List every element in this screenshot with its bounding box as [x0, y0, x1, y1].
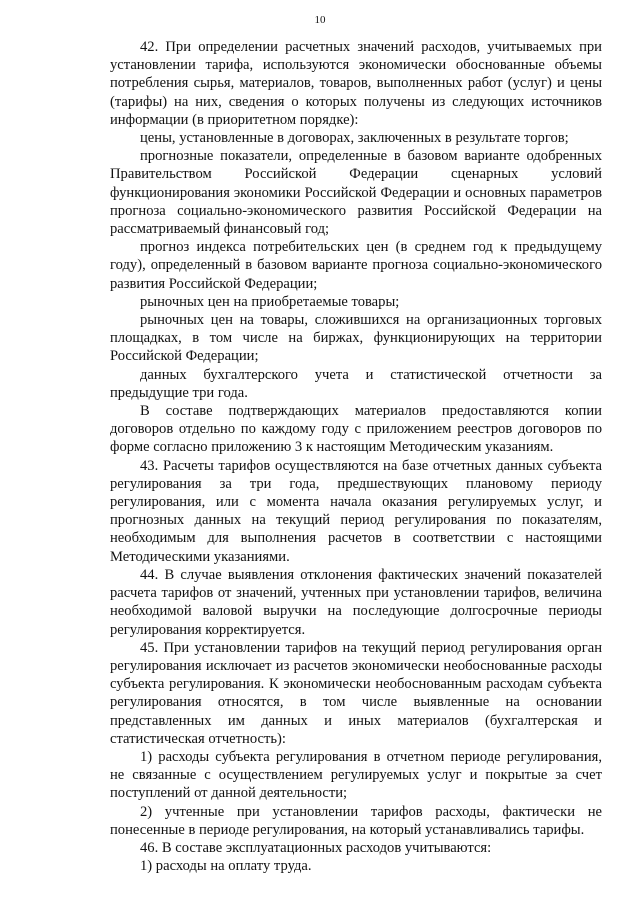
paragraph-45-item-1: 1) расходы субъекта регулирования в отчетном периоде регулирования, не связанные с осуществлением регулируемых услуг и покрытые за счет поступлений от данной деятельности;	[110, 748, 602, 802]
paragraph-46: 46. В составе эксплуатационных расходов учитываются:	[140, 839, 492, 856]
paragraph-list-item: прогнозные показатели, определенные в базовом варианте одобренных Правительством Российской Федерации сценарных условий функционирования экономики Российской Федерации и основных параметров прогноза социально-экономического развития Российской Федерации на рассматриваемый финансовый год;	[110, 148, 602, 238]
paragraph-43: 43. Расчеты тарифов осуществляются на базе отчетных данных субъекта регулирования за три года, предшествующих плановому периоду регулирования, или с момента начала оказания регулируемых услуг, и прогнозных данных на текущий период регулирования по показателям, необходимым для выполнения расчетов в соответствии с настоящими Методическими указаниями.	[110, 457, 602, 565]
page-number: 10	[314, 14, 326, 26]
paragraph-45-item-2: 2) учтенные при установлении тарифов расходы, фактически не понесенные в периоде регулирования, на который устанавливались тарифы.	[110, 803, 602, 838]
paragraph-44: 44. В случае выявления отклонения фактических значений показателей расчета тарифов от значений, учтенных при установлении тарифов, величина необходимой валовой выручки на последующие долгосрочные периоды регулирования корректируется.	[110, 566, 602, 638]
paragraph-list-item: рыночных цен на товары, сложившихся на организационных торговых площадках, в том числе на биржах, функционирующих на территории Российской Федерации;	[110, 312, 602, 365]
paragraph-45: 45. При установлении тарифов на текущий период регулирования орган регулирования исключает из расчетов экономически необоснованные расходы субъекта регулирования. К экономически необоснованным расходам субъекта регулирования относятся, в том числе выявленные на основании представленных им данных и иных материалов (бухгалтерская и статистическая отчетность):	[110, 639, 602, 747]
paragraph-supporting-materials: В составе подтверждающих материалов предоставляются копии договоров отдельно по каждому году с приложением реестров договоров по форме согласно приложению 3 к настоящим Методическим указаниям.	[110, 403, 602, 456]
paragraph-list-item: цены, установленные в договорах, заключенных в результате торгов;	[140, 130, 569, 147]
document-body	[110, 38, 602, 875]
paragraph-list-item: прогноз индекса потребительских цен (в среднем год к предыдущему году), определенный в базовом варианте прогноза социально-экономического развития Российской Федерации;	[110, 239, 602, 292]
paragraph-42: 42. При определении расчетных значений расходов, учитываемых при установлении тарифа, используются экономически обоснованные объемы потребления сырья, материалов, товаров, выполненных работ (услуг) и цены (тарифы) на них, сведения о которых получены из следующих источников информации (в приоритетном порядке):	[110, 39, 602, 128]
paragraph-46-item-1: 1) расходы на оплату труда.	[140, 858, 312, 875]
paragraph-list-item: данных бухгалтерского учета и статистической отчетности за предыдущие три года.	[110, 366, 602, 401]
paragraph-list-item: рыночных цен на приобретаемые товары;	[140, 293, 400, 310]
